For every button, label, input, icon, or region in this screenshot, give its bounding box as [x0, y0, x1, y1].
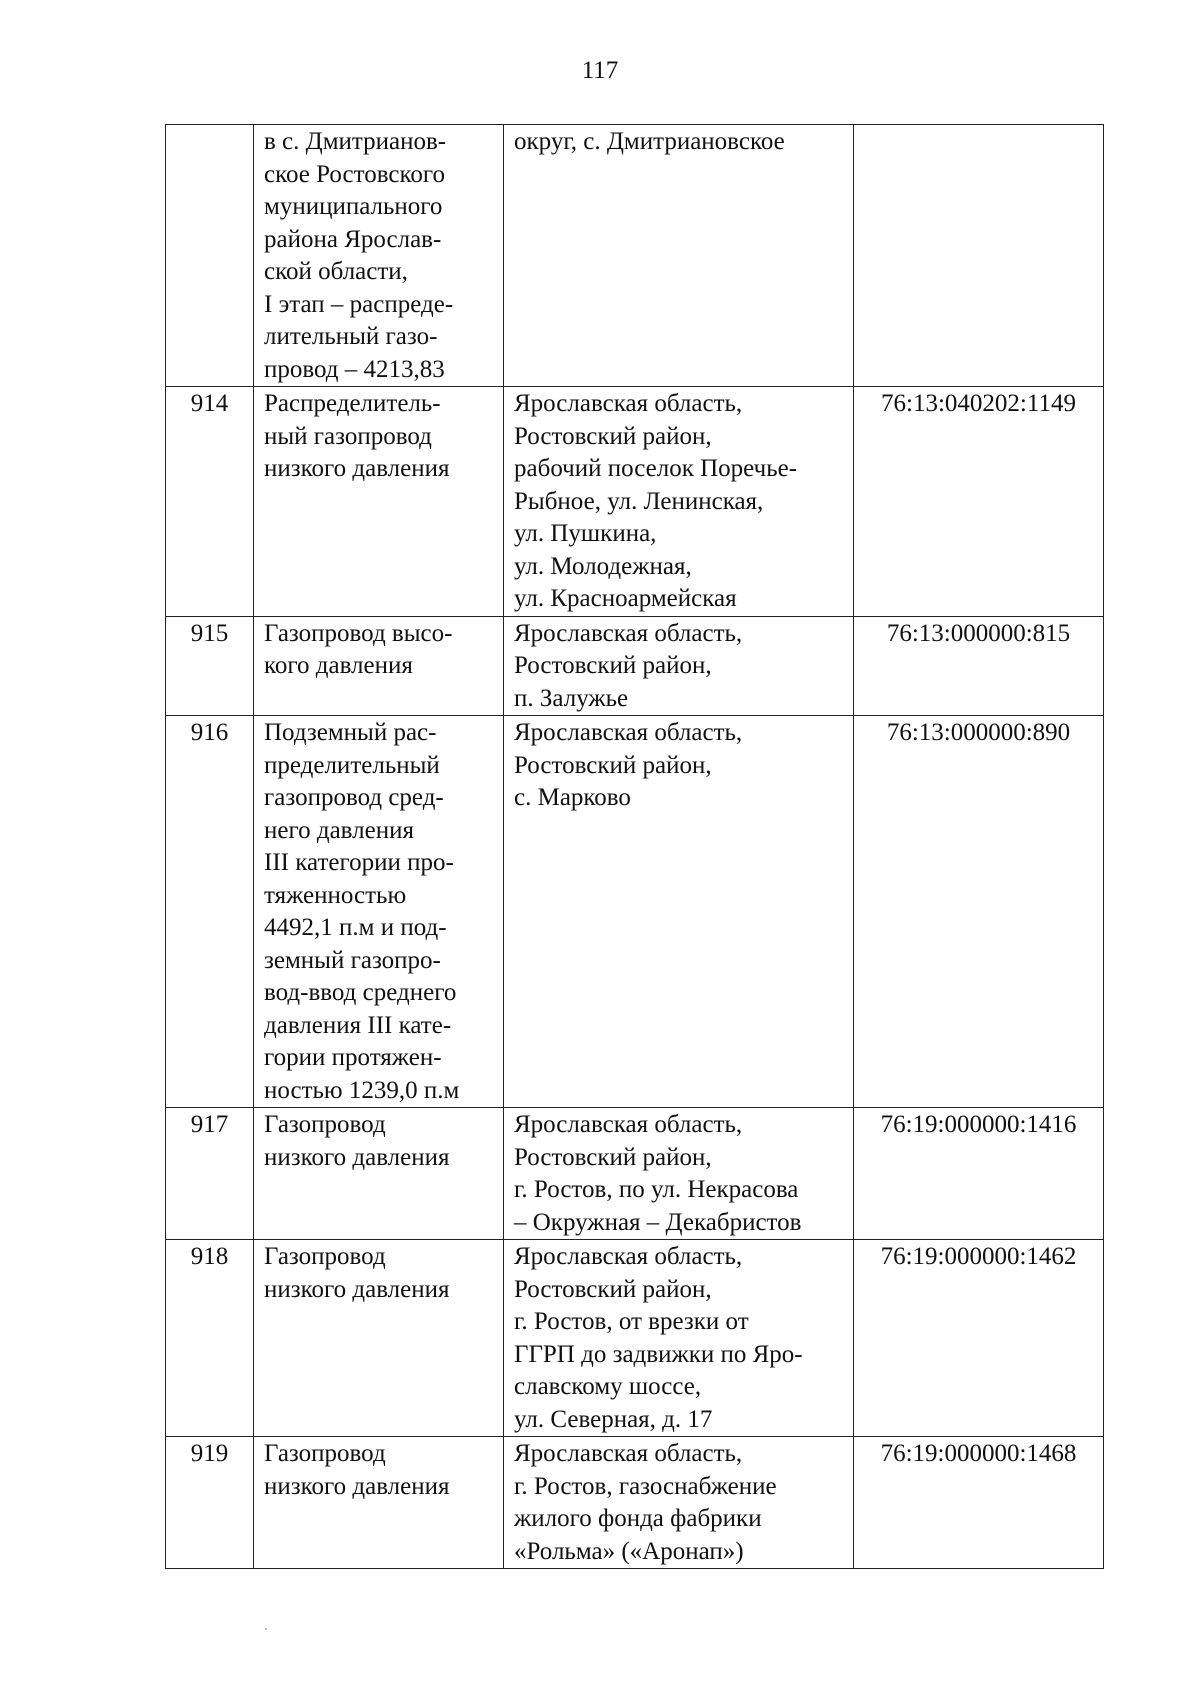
- object-name-line: лительный газо-: [264, 323, 438, 350]
- cadastral-number-cell: 76:13:000000:890: [854, 716, 1104, 1108]
- address-cell: [504, 1108, 854, 1240]
- row-number-cell: 915: [166, 616, 254, 716]
- address-line: жилого фонда фабрики: [514, 1505, 762, 1532]
- object-name-line: гории протяжен-: [264, 1044, 442, 1071]
- address-line: Ростовский район,: [514, 422, 712, 450]
- address-line: округ, с. Дмитриановское: [514, 128, 785, 155]
- object-name-line: Газопровод высо-: [264, 619, 453, 647]
- object-name-line: Газопровод: [264, 1440, 386, 1467]
- page-number: 117: [581, 57, 619, 84]
- table-row: [166, 1437, 1104, 1569]
- address-line: ул. Пушкина,: [514, 520, 657, 547]
- address-line: Ростовский район,: [514, 751, 712, 779]
- address-cell: [504, 387, 854, 617]
- object-name-line: в с. Дмитрианов-: [264, 128, 447, 155]
- object-name-line: него давления: [264, 816, 414, 844]
- gas-pipeline-registry-table: [165, 124, 1104, 1569]
- object-name-line: ское Ростовского: [264, 160, 445, 188]
- address-line: с. Марково: [514, 784, 631, 811]
- address-cell: [504, 1240, 854, 1437]
- address-line: ГГРП до задвижки по Яро-: [514, 1340, 803, 1368]
- row-number-cell: 917: [166, 1108, 254, 1240]
- address-line: славскому шоссе,: [514, 1373, 702, 1400]
- object-name-cell: [254, 387, 504, 617]
- address-cell: [504, 616, 854, 716]
- object-name-cell: [254, 125, 504, 387]
- address-line: Ростовский район,: [514, 1275, 712, 1303]
- object-name-line: 4492,1 п.м и под-: [264, 914, 447, 941]
- row-number-cell: 919: [166, 1437, 254, 1569]
- cadastral-number-cell: [854, 125, 1104, 387]
- object-name-cell: [254, 616, 504, 716]
- address-line: Ярославская область,: [514, 719, 743, 746]
- object-name-line: ностью 1239,0 п.м: [264, 1076, 460, 1104]
- address-line: ул. Северная, д. 17: [514, 1405, 713, 1433]
- address-line: ул. Красноармейская: [514, 585, 737, 612]
- object-name-cell: [254, 1108, 504, 1240]
- object-name-line: газопровод сред-: [264, 784, 444, 811]
- cadastral-number-cell: 76:13:000000:815: [854, 616, 1104, 716]
- object-name-line: муниципального: [264, 193, 443, 220]
- address-line: Ярославская область,: [514, 390, 743, 417]
- address-line: г. Ростов, газоснабжение: [514, 1472, 777, 1500]
- table-row: [166, 387, 1104, 617]
- row-number-cell: [166, 125, 254, 387]
- object-name-line: низкого давления: [264, 1143, 450, 1171]
- scan-speck: [265, 1628, 267, 1630]
- table-row: [166, 716, 1104, 1108]
- object-name-line: Газопровод: [264, 1111, 386, 1138]
- object-name-line: тяженностью: [264, 881, 407, 909]
- cadastral-number-cell: 76:19:000000:1416: [854, 1108, 1104, 1240]
- address-line: – Окружная – Декабристов: [514, 1208, 802, 1236]
- table-row: [166, 1108, 1104, 1240]
- address-line: п. Залужье: [514, 684, 629, 712]
- address-line: г. Ростов, по ул. Некрасова: [514, 1176, 799, 1203]
- object-name-cell: [254, 1437, 504, 1569]
- row-number-cell: 918: [166, 1240, 254, 1437]
- object-name-line: низкого давления: [264, 1275, 450, 1303]
- object-name-line: низкого давления: [264, 455, 450, 482]
- object-name-line: низкого давления: [264, 1472, 450, 1500]
- object-name-line: провод – 4213,83: [264, 355, 445, 383]
- address-line: Ярославская область,: [514, 1243, 743, 1270]
- address-line: Ярославская область,: [514, 619, 743, 647]
- cadastral-number-cell: 76:13:040202:1149: [854, 387, 1104, 617]
- address-line: г. Ростов, от врезки от: [514, 1308, 749, 1335]
- address-line: Рыбное, ул. Ленинская,: [514, 487, 764, 515]
- address-line: ул. Молодежная,: [514, 552, 692, 580]
- address-line: Ярославская область,: [514, 1111, 743, 1138]
- object-name-line: вод-ввод среднего: [264, 979, 457, 1006]
- address-cell: [504, 125, 854, 387]
- address-cell: [504, 1437, 854, 1569]
- table-row: [166, 125, 1104, 387]
- row-number-cell: 914: [166, 387, 254, 617]
- table-row: [166, 616, 1104, 716]
- address-cell: [504, 716, 854, 1108]
- object-name-line: Газопровод: [264, 1243, 386, 1270]
- address-line: рабочий поселок Поречье-: [514, 455, 798, 482]
- object-name-line: района Ярослав-: [264, 225, 442, 253]
- object-name-line: ской области,: [264, 258, 408, 285]
- object-name-line: пределительный: [264, 751, 440, 779]
- object-name-cell: [254, 1240, 504, 1437]
- cadastral-number-cell: 76:19:000000:1462: [854, 1240, 1104, 1437]
- object-name-line: I этап – распреде-: [264, 290, 454, 318]
- object-name-cell: [254, 716, 504, 1108]
- object-name-line: ный газопровод: [264, 422, 432, 450]
- object-name-line: III категории про-: [264, 849, 454, 876]
- table-body: [166, 125, 1104, 1569]
- address-line: «Рольма» («Аронап»): [514, 1537, 744, 1565]
- address-line: Ростовский район,: [514, 652, 712, 679]
- object-name-line: земный газопро-: [264, 946, 441, 974]
- table-row: [166, 1240, 1104, 1437]
- object-name-line: давления III кате-: [264, 1011, 452, 1039]
- cadastral-number-cell: 76:19:000000:1468: [854, 1437, 1104, 1569]
- address-line: Ростовский район,: [514, 1143, 712, 1171]
- address-line: Ярославская область,: [514, 1440, 743, 1467]
- object-name-line: Подземный рас-: [264, 719, 437, 746]
- row-number-cell: 916: [166, 716, 254, 1108]
- object-name-line: кого давления: [264, 652, 413, 679]
- object-name-line: Распределитель-: [264, 390, 441, 417]
